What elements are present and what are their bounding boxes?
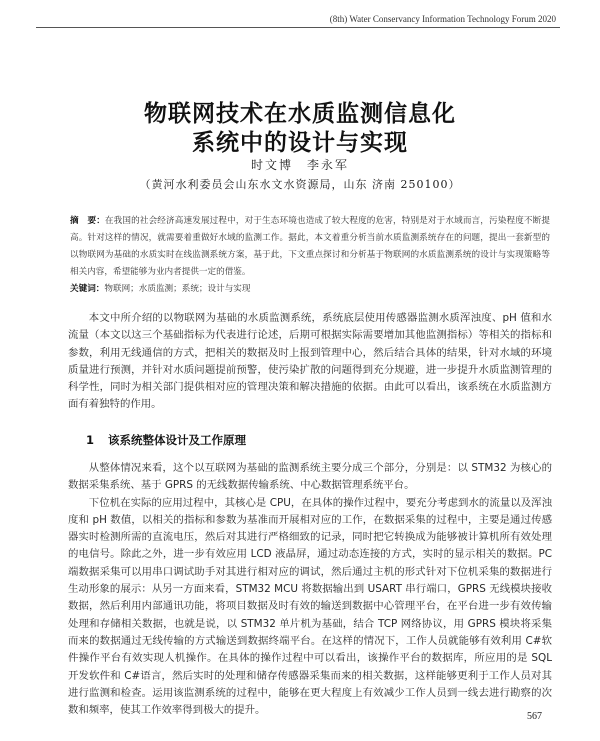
abstract-label: 摘 要： [70, 216, 105, 226]
title-line-2: 系统中的设计与实现 [192, 130, 408, 156]
authors: 时文博 李永军 [250, 158, 349, 172]
abstract-text: 在我国的社会经济高速发展过程中，对于生态环境也造成了较大程度的危害，特别是对于水域而言，污染程度不断提高。针对这样的情况，就需要着重做好水域的监测工作。据此，本文着重分析当前水质监测系统存在的问题，提出一套新型的以物联网为基础的水质实时在线监测系统方案，基于此，下文重点探讨和分析基于物联网的水质监测系统的设计与实现策略等相关内容，希望能够为业内者提供一定的借鉴。 [70, 216, 550, 277]
intro-paragraph: 本文中所介绍的以物联网为基础的水质监测系统，系统底层使用传感器监测水质浑浊度、pH 值和水流量（本文以这三个基础指标为代表进行论述，后期可根据实际需要增加其他监测指标）等相关的指标和参数，利用无线通信的方式，把相关的数据及时上报到管理中心，然后结合具体的结果，针对水域的环境质量进行预测，并针对水质问题提前预警，使污染扩散的问题得到充分规避，进一步提升水质监测管理的科学性，同时为相关部门提供相对应的管理决策和解决措施的依据。由此可以看出，该系统在水质监测方面有着独特的作用。 [68, 312, 552, 411]
keywords-text: 物联网；水质监测；系统；设计与实现 [104, 284, 251, 294]
intro-section [68, 310, 552, 414]
section-1-paragraph-2: 下位机在实际的应用过程中，其核心是 CPU，在具体的操作过程中，要充分考虑到水的流量以及浑浊度和 pH 数值，以相关的指标和参数为基准而开展相对应的工作，在数据采集的过程中，主要是通过传感器实时检测所需的直流电压，然后对其进行严格细致的记录，同时把它转换成为能够被计算机所有效处理的电信号。除此之外，进一步有效应用 LCD 液晶屏，通过动态连接的方式，实时的显示相关的数据。PC 端数据采集可以用串口调试助手对其进行相对应的调试，然后通过主机的形式针对下位机采集的数据进行生动形象的展示：从另一方面来看，STM32 MCU 将数据输出到 USART 串行端口，GPRS 无线模块接收数据，然后利用内部通讯功能，将项目数据及时有效的输送到数据中心管理平台，在平台进一步有效传输处理和存储相关数据，也就是说，以 STM32 单片机为基础，结合 TCP 网络协议，用 GPRS 模块将采集而来的数据通过无线传输的方式输送到数据终端平台。在这样的情况下，工作人员就能够有效利用 C#软件操作平台有效实现人机操作。在具体的操作过程中可以看出，该操作平台的数据库，所应用的是 SQL 开发软件和 C#语言，然后实时的处理和储存传感器采集而来的相关数据，这样能够更利于工作人员对其进行监测和检查。运用该监测系统的过程中，能够在更大程度上有效减少工作人员到一线去进行勘察的次数和频率，使其工作效率得到极大的提升。 [68, 496, 552, 717]
section-title: 该系统整体设计及工作原理 [108, 433, 247, 447]
keywords [70, 282, 550, 296]
abstract [70, 213, 550, 281]
section-1-paragraph-1: 从整体情况来看，这个以互联网为基础的监测系统主要分成三个部分，分别是：以 STM32 为核心的数据采集系统、基于 GPRS 的无线数据传输系统、中心数据管理系统平台。 [68, 462, 552, 492]
section-1-heading [86, 432, 246, 448]
section-1-body [68, 460, 552, 719]
running-head: (8th) Water Conservancy Information Technology Forum 2020 [329, 14, 556, 24]
affiliation: （黄河水利委员会山东水文水资源局，山东 济南 250100） [139, 178, 461, 191]
keywords-label: 关键词： [70, 284, 105, 294]
page-number: 567 [527, 711, 542, 722]
section-number: 1 [86, 433, 95, 447]
header-rule [36, 27, 560, 28]
title-line-1: 物联网技术在水质监测信息化 [144, 101, 456, 127]
